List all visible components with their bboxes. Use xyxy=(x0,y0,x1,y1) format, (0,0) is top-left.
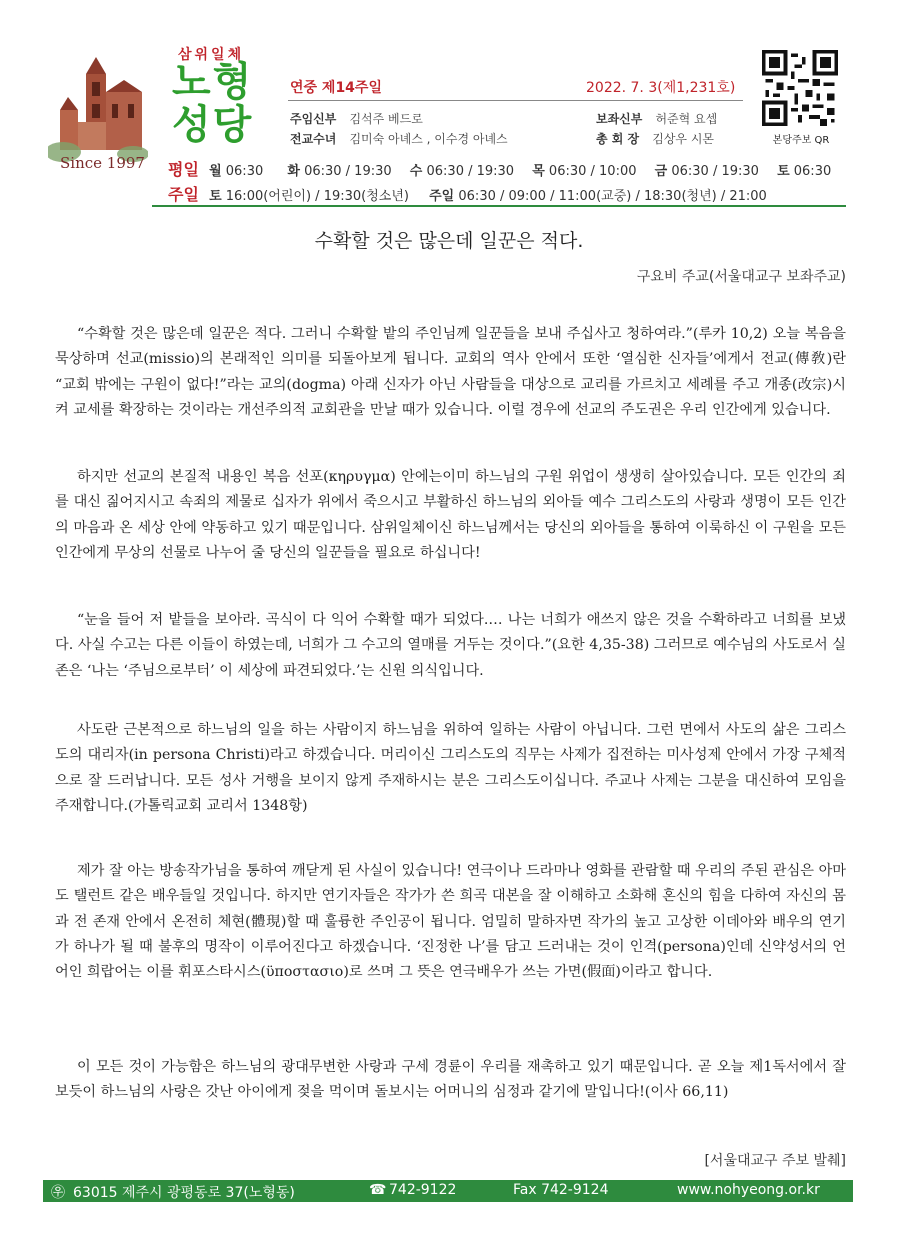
day-label: 목 xyxy=(532,164,545,179)
logo-subtitle: 삼위일체 xyxy=(178,47,245,63)
day-label: 화 xyxy=(287,164,300,179)
schedule-divider xyxy=(152,205,846,207)
day-times: 06:30 / 10:00 xyxy=(548,164,637,179)
day-label: 주일 xyxy=(429,189,455,204)
staff-value: 김미숙 아녜스 , 이수경 아녜스 xyxy=(349,132,508,146)
church-building-image xyxy=(48,52,148,162)
phone-icon: ☎ xyxy=(369,1182,387,1198)
footer-website[interactable]: www.nohyeong.or.kr xyxy=(677,1182,820,1198)
qr-caption: 본당주보 QR xyxy=(772,135,830,146)
weekday-schedule xyxy=(168,157,831,180)
article-paragraph: 이 모든 것이 가능함은 하느님의 광대무변한 사랑과 구세 경륜이 우리를 재촉하고 있기 때문입니다. 곧 오늘 제1독서에서 잘 보듯이 하느님의 사랑은 갓난 아이에게 젖을 먹이며 돌보시는 어머니의 심정과 같기에 말입니다!(이사 66,11) xyxy=(55,1059,846,1101)
day-label: 금 xyxy=(654,164,668,179)
day-times: 06:30 / 09:00 / 11:00(교중) / 18:30(청년) / 21:00 xyxy=(458,189,767,204)
qr-code-icon[interactable] xyxy=(762,50,838,126)
day-label: 월 xyxy=(209,164,222,179)
logo-line-2: 성당 xyxy=(172,102,254,148)
weekday-label: 평일 xyxy=(168,160,199,179)
staff-row-1 xyxy=(290,108,423,127)
article-paragraph: “눈을 들어 저 밭들을 보아라. 곡식이 다 익어 수확할 때가 되었다.… 나는 너희가 애쓰지 않은 것을 수확하라고 너희를 보냈다. 사실 수고는 다른 이들이 하였는데, 너희가 그 수고의 열매를 거두는 것이다.”(요한 4,35-38) 그러므로 예수님의 사도로서 실존은 ‘나는 ‘주님으로부터’ 이 세상에 파견되었다.’는 신원 의식입니다. xyxy=(55,612,846,679)
staff-value: 김석주 베드로 xyxy=(349,112,423,126)
day-label: 수 xyxy=(409,164,423,179)
day-label: 토 xyxy=(777,164,790,179)
footer-bar xyxy=(43,1180,853,1202)
staff-label: 전교수녀 xyxy=(290,132,337,146)
staff-row-3 xyxy=(290,128,508,147)
day-times: 06:30 xyxy=(793,164,832,179)
staff-value: 허준혁 요셉 xyxy=(655,112,718,126)
article-paragraph: 하지만 선교의 본질적 내용인 복음 선포(κηρυγμα) 안에는이미 하느님의 구원 위업이 생생히 살아있습니다. 모든 인간의 죄를 대신 짊어지시고 속죄의 제물로 십자가 위에서 죽으시고 부활하신 하느님의 외아들 예수 그리스도의 사랑과 생명이 모든 인간의 마음과 온 세상 안에 약동하고 있기 때문입니다. 삼위일체이신 하느님께서는 당신의 외아들을 통하여 이룩하신 이 구원을 모든 인간에게 무상의 선물로 나누어 줄 당신의 일꾼들을 필요로 하십니다! xyxy=(55,469,846,561)
staff-label: 보좌신부 xyxy=(596,112,643,126)
postcode-icon: ㉾ xyxy=(51,1185,65,1201)
article-paragraph: “수확할 것은 많은데 일꾼은 적다. 그러니 수확할 밭의 주인님께 일꾼들을 보내 주십사고 청하여라.”(루카 10,2) 오늘 복음을 묵상하며 선교(missio)의 본래적인 의미를 되돌아보게 됩니다. 교회의 역사 안에서 또한 ‘열심한 신자들’에게서 전교(傳敎)란 “교회 밖에는 구원이 없다!”라는 교의(dogma) 아래 신자가 아닌 사람들을 대상으로 교리를 가르치고 세례를 주고 개종(改宗)시켜 교세를 확장하는 것이라는 개선주의적 교회관을 만날 때가 있습니다. 이럴 경우에 선교의 주도권은 우리 인간에게 있습니다. xyxy=(55,326,846,418)
day-times: 06:30 / 19:30 xyxy=(426,164,515,179)
liturgical-season: 연중 제14주일 xyxy=(290,80,382,96)
day-label: 토 xyxy=(209,189,222,204)
header-divider xyxy=(288,100,743,101)
article-paragraph: 사도란 근본적으로 하느님의 일을 하는 사람이지 하느님을 위하여 일하는 사람이 아닙니다. 그런 면에서 사도의 삶은 그리스도의 대리자(in persona Christi)라고 하겠습니다. 머리이신 그리스도의 직무는 사제가 집전하는 미사성제 안에서 가장 구체적으로 잘 드러납니다. 모든 성사 거행을 보이지 않게 주재하시는 분은 그리스도이십니다. 주교나 사제는 그분을 대신하여 모임을 주재합니다.(가톨릭교회 교리서 1348항) xyxy=(55,722,846,814)
staff-row-2 xyxy=(596,108,717,127)
day-times: 06:30 xyxy=(225,164,264,179)
issue-date: 2022. 7. 3(제1,231호) xyxy=(586,80,736,96)
article-author: 구요비 주교(서울대교구 보좌주교) xyxy=(636,269,846,285)
article-source: [서울대교구 주보 발췌] xyxy=(704,1153,846,1169)
article-title: 수확할 것은 많은데 일꾼은 적다. xyxy=(314,230,584,252)
article-paragraph: 제가 잘 아는 방송작가님을 통하여 깨닫게 된 사실이 있습니다! 연극이나 드라마나 영화를 관람할 때 우리의 주된 관심은 아마도 탤런트 같은 배우들일 것입니다. 하지만 연기자들은 작가가 쓴 희곡 대본을 잘 이해하고 소화해 혼신의 힘을 다하여 자신의 몸과 전 존재 안에서 온전히 체현(體現)할 때 훌륭한 주인공이 됩니다. 엄밀히 말하자면 작가의 높고 고상한 이데아와 배우의 연기가 하나가 될 때 불후의 명작이 이루어진다고 하겠습니다. ‘진정한 나’를 담고 드러내는 것이 인격(persona)인데 신약성서의 언어인 희랍어는 이를 휘포스타시스(ϋποστασιο)로 쓰며 그 뜻은 연극배우가 쓰는 가면(假面)이라고 합니다. xyxy=(55,863,846,981)
footer-fax: Fax 742-9124 xyxy=(513,1182,609,1198)
footer-address: 63015 제주시 광평동로 37(노형동) xyxy=(73,1185,295,1201)
staff-label: 주임신부 xyxy=(290,112,337,126)
day-times: 06:30 / 19:30 xyxy=(671,164,759,179)
staff-row-4 xyxy=(596,128,714,147)
sunday-schedule xyxy=(168,182,767,205)
logo-line-1: 노형 xyxy=(172,59,254,105)
sunday-label: 주일 xyxy=(168,185,199,204)
staff-label: 총 회 장 xyxy=(596,132,640,146)
staff-value: 김상우 시몬 xyxy=(652,132,715,146)
footer-phone[interactable]: 742-9122 xyxy=(389,1182,457,1198)
day-times: 06:30 / 19:30 xyxy=(304,164,392,179)
day-times: 16:00(어린이) / 19:30(청소년) xyxy=(225,189,409,204)
since-year: Since 1997 xyxy=(60,154,145,172)
